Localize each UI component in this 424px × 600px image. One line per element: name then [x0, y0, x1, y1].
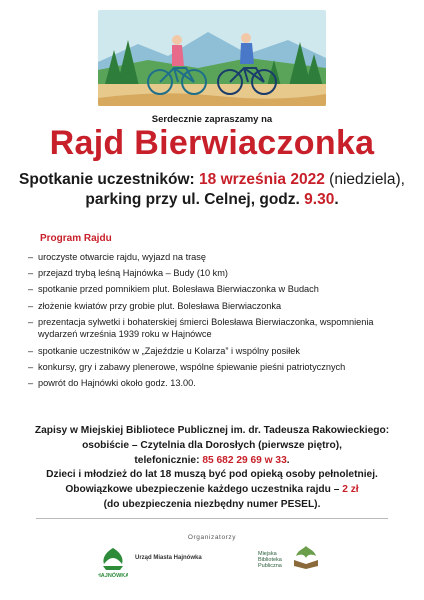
- dash-bullet: –: [28, 361, 34, 372]
- meeting-label: Spotkanie uczestników:: [19, 171, 195, 188]
- hero-illustration: [98, 10, 326, 106]
- program-item: [28, 377, 398, 390]
- signup-line-5: [0, 483, 424, 498]
- program-item: [28, 361, 398, 374]
- hajnowka-logo: [98, 546, 128, 580]
- signup-line-3: [0, 454, 424, 469]
- meeting-line-1: [0, 170, 424, 190]
- hajnowka-logo-text: HAJNÓWKA: [98, 573, 128, 579]
- meeting-date: 18 września 2022: [199, 171, 325, 188]
- meeting-place: parking przy ul. Celnej, godz.: [85, 191, 300, 208]
- program-list: [28, 251, 398, 393]
- library-logo: [286, 542, 326, 570]
- invite-text: Serdecznie zapraszamy na: [151, 114, 273, 125]
- dash-bullet: –: [28, 300, 34, 311]
- program-item: [28, 267, 398, 280]
- page-title: Rajd Bierwiaczonka: [49, 124, 375, 162]
- dash-bullet: –: [28, 345, 34, 356]
- signup-line-4: Dzieci i młodzież do lat 18 muszą być pod opieką osoby pełnoletniej.: [46, 469, 378, 481]
- insurance-text: Obowiązkowe ubezpieczenie każdego uczestnika rajdu –: [65, 484, 340, 496]
- insurance-fee: 2 zł: [342, 484, 359, 496]
- program-item: [28, 283, 398, 296]
- signup-line-2: osobiście – Czytelnia dla Dorosłych (pierwsze piętro),: [82, 439, 342, 451]
- dash-bullet: –: [28, 284, 34, 295]
- organizer-2-name: Miejska Biblioteka Publiczna: [258, 551, 282, 570]
- organizers-heading: Organizatorzy: [187, 534, 237, 541]
- organizer-1-name: Urząd Miasta Hajnówka: [135, 555, 202, 561]
- signup-line-6: (do ubezpieczenia niezbędny numer PESEL).: [103, 498, 321, 510]
- phone-period: .: [286, 454, 290, 466]
- divider: [36, 518, 388, 519]
- program-item-text: spotkanie uczestników w „Zajeździe u Kolarza” i wspólny posiłek: [38, 345, 300, 356]
- program-item: [28, 316, 398, 341]
- meeting-info: [0, 170, 424, 210]
- dash-bullet: –: [28, 316, 34, 327]
- program-item-text: prezentacja sylwetki i bohaterskiej śmierci Bolesława Bierwiaczonka, wspomnienia wydarzeń września 1939 roku w Hajnówce: [38, 316, 374, 340]
- meeting-day: (niedziela),: [329, 171, 405, 188]
- program-item-text: konkursy, gry i zabawy plenerowe, wspólne śpiewanie pieśni patriotycznych: [38, 361, 346, 372]
- dash-bullet: –: [28, 377, 34, 388]
- program-item: [28, 345, 398, 358]
- dash-bullet: –: [28, 252, 34, 262]
- dash-bullet: –: [28, 268, 34, 279]
- meeting-line-2: [0, 190, 424, 210]
- meeting-period: .: [334, 191, 339, 208]
- program-item-text: powrót do Hajnówki około godz. 13.00.: [38, 377, 196, 388]
- signup-line-1: Zapisy w Miejskiej Bibliotece Publicznej im. dr. Tadeusza Rakowieckiego:: [34, 425, 390, 436]
- phone-number: 85 682 29 69 w 33: [202, 454, 287, 466]
- phone-label: telefonicznie:: [134, 454, 200, 466]
- signup-info: [0, 424, 424, 513]
- program-item: [28, 251, 398, 264]
- program-heading: Program Rajdu: [40, 233, 112, 244]
- program-item: [28, 300, 398, 313]
- program-item-text: złożenie kwiatów przy grobie plut. Bolesława Bierwiaczonka: [38, 300, 282, 311]
- program-item-text: spotkanie przed pomnikiem plut. Bolesława Bierwiaczonka w Budach: [38, 284, 319, 295]
- program-item-text: przejazd trybą leśną Hajnówka – Budy (10 km): [38, 268, 228, 279]
- program-item-text: uroczyste otwarcie rajdu, wyjazd na trasę: [38, 252, 206, 262]
- meeting-time: 9.30: [304, 191, 335, 208]
